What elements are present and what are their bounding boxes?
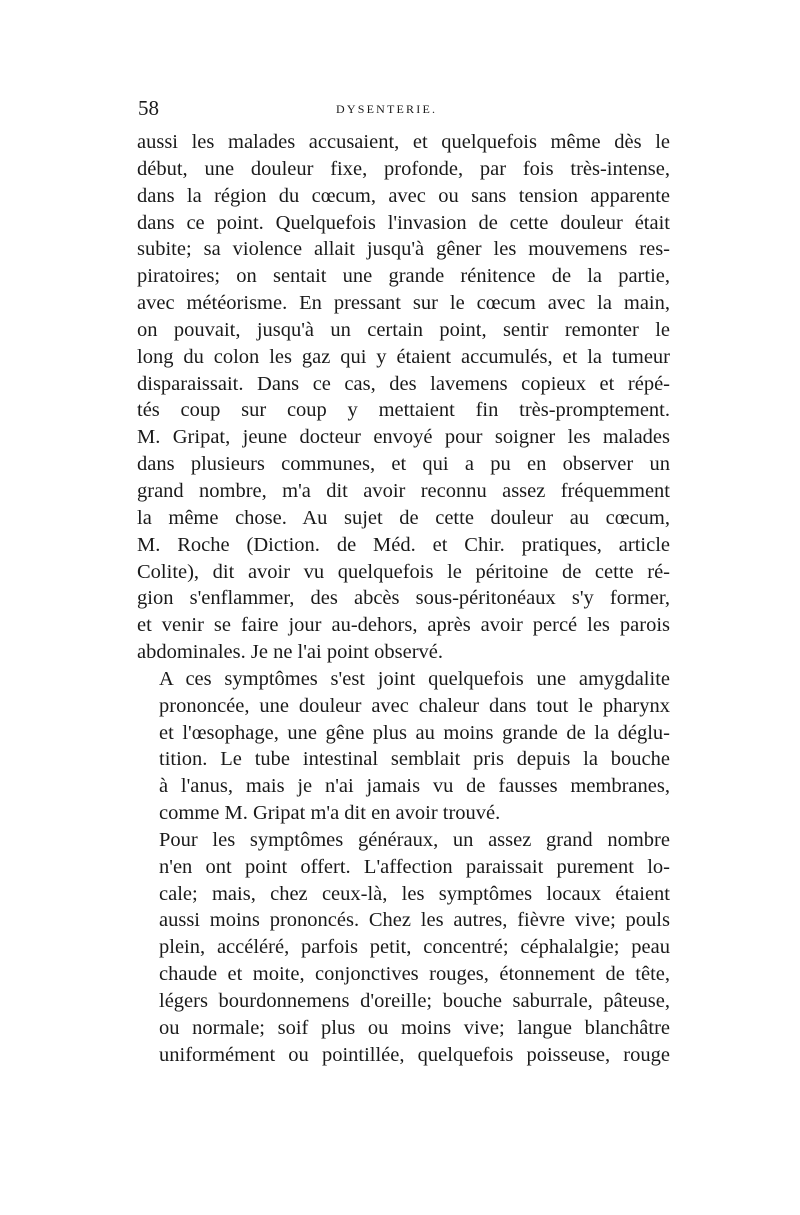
paragraph — [137, 666, 670, 827]
text-line: grand nombre, m'a dit avoir reconnu assez fréquemment — [137, 479, 670, 502]
text-line: ou normale; soif plus ou moins vive; langue blanchâtre — [159, 1016, 670, 1039]
text-line: dans ce point. Quelquefois l'invasion de cette douleur était — [137, 211, 670, 234]
text-line: Colite), dit avoir vu quelquefois le péritoine de cette ré- — [137, 560, 670, 583]
text-line: subite; sa violence allait jusqu'à gêner les mouvemens res- — [137, 238, 670, 261]
page-number: 58 — [138, 96, 159, 120]
text-line: plein, accéléré, parfois petit, concentré; céphalalgie; peau — [159, 936, 670, 959]
text-line: chaude et moite, conjonctives rouges, étonnement de tête, — [159, 963, 670, 986]
text-line: tés coup sur coup y mettaient fin très-promptement. — [137, 399, 670, 422]
text-line: M. Gripat, jeune docteur envoyé pour soigner les malades — [137, 426, 670, 449]
page-header — [138, 96, 670, 126]
text-line: à l'anus, mais je n'ai jamais vu de fausses membranes, — [159, 775, 670, 798]
text-line: prononcée, une douleur avec chaleur dans tout le pharynx — [159, 694, 670, 717]
text-line: début, une douleur fixe, profonde, par fois très-intense, — [137, 157, 670, 180]
text-line: on pouvait, jusqu'à un certain point, sentir remonter le — [137, 318, 670, 341]
text-line: et venir se faire jour au-dehors, après avoir percé les parois — [137, 614, 670, 637]
text-line: la même chose. Au sujet de cette douleur au cœcum, — [137, 506, 670, 529]
text-line: M. Roche (Diction. de Méd. et Chir. pratiques, article — [137, 533, 670, 556]
body-text — [137, 129, 670, 1069]
text-line: tition. Le tube intestinal semblait pris depuis la bouche — [159, 748, 670, 771]
text-line: n'en ont point offert. L'affection paraissait purement lo- — [159, 855, 670, 878]
text-line: et l'œsophage, une gêne plus au moins grande de la déglu- — [159, 721, 670, 744]
text-line: cale; mais, chez ceux-là, les symptômes locaux étaient — [159, 882, 670, 905]
text-line: comme M. Gripat m'a dit en avoir trouvé. — [159, 802, 501, 825]
text-line: uniformément ou pointillée, quelquefois poisseuse, rouge — [159, 1043, 670, 1066]
text-line: avec météorisme. En pressant sur le cœcum avec la main, — [137, 292, 670, 315]
text-line: Pour les symptômes généraux, un assez grand nombre — [159, 828, 670, 851]
text-line: aussi moins prononcés. Chez les autres, fièvre vive; pouls — [159, 909, 670, 932]
paragraph — [137, 129, 670, 666]
text-line: abdominales. Je ne l'ai point observé. — [137, 641, 443, 664]
text-line: légers bourdonnemens d'oreille; bouche saburrale, pâteuse, — [159, 990, 670, 1012]
text-line: disparaissait. Dans ce cas, des lavemens copieux et répé- — [137, 372, 670, 395]
paragraph — [137, 827, 670, 1069]
text-line: aussi les malades accusaient, et quelquefois même dès le — [137, 131, 670, 153]
text-line: A ces symptômes s'est joint quelquefois une amygdalite — [159, 667, 670, 690]
text-line: piratoires; on sentait une grande rénitence de la partie, — [137, 265, 670, 288]
text-line: long du colon les gaz qui y étaient accumulés, et la tumeur — [137, 345, 670, 368]
text-line: dans la région du cœcum, avec ou sans tension apparente — [137, 184, 670, 207]
text-line: gion s'enflammer, des abcès sous-péritonéaux s'y former, — [137, 587, 670, 610]
running-title: DYSENTERIE. — [336, 102, 438, 116]
text-line: dans plusieurs communes, et qui a pu en observer un — [137, 453, 670, 476]
